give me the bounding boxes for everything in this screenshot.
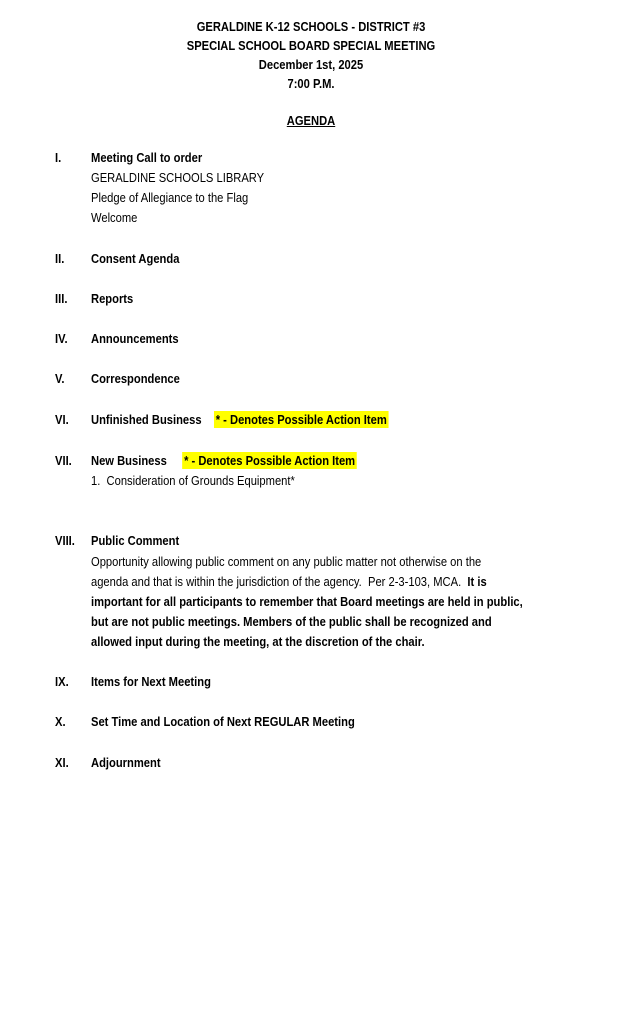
public-comment-text: Opportunity allowing public comment on any public matter not otherwise on the [91, 554, 482, 569]
item-title: Unfinished Business [91, 412, 202, 427]
public-comment-text-part: agenda and that is within the jurisdiction of the agency. Per 2-3-103, MCA. [91, 574, 468, 589]
agenda-heading-text: AGENDA [286, 113, 336, 128]
public-comment-text: but are not public meetings. Members of the public shall be recognized and [91, 614, 492, 629]
public-comment-bold-part: It is [467, 574, 487, 589]
action-item-note: * - Denotes Possible Action Item [215, 412, 387, 427]
item-title: Public Comment [91, 533, 180, 548]
item-subline: 1. Consideration of Grounds Equipment* [91, 473, 295, 488]
public-comment-text: important for all participants to remember that Board meetings are held in public, [91, 594, 523, 609]
item-number: VIII. [55, 533, 75, 548]
item-number: IV. [55, 331, 68, 346]
item-title: Correspondence [91, 371, 180, 386]
action-item-note: * - Denotes Possible Action Item [184, 453, 356, 468]
item-subline: Welcome [91, 210, 138, 225]
item-number: X. [55, 714, 66, 729]
item-title: Reports [91, 291, 134, 306]
item-title-row [91, 453, 357, 469]
meeting-time: 7:00 P.M. [287, 76, 335, 91]
item-title: Meeting Call to order [91, 150, 203, 165]
item-number: VII. [55, 453, 72, 468]
item-number: VI. [55, 412, 69, 427]
meeting-title: SPECIAL SCHOOL BOARD SPECIAL MEETING [186, 38, 436, 53]
item-number: II. [55, 251, 65, 266]
item-number: III. [55, 291, 68, 306]
item-number: V. [55, 371, 65, 386]
item-title: New Business [91, 453, 167, 468]
agenda-heading [44, 113, 579, 129]
item-number: I. [55, 150, 62, 165]
item-title: Items for Next Meeting [91, 674, 211, 689]
item-title: Adjournment [91, 755, 161, 770]
item-title: Set Time and Location of Next REGULAR Meeting [91, 714, 355, 729]
item-title: Announcements [91, 331, 179, 346]
item-title: Consent Agenda [91, 251, 180, 266]
public-comment-text [91, 574, 487, 590]
district-title: GERALDINE K-12 SCHOOLS - DISTRICT #3 [196, 19, 426, 34]
item-subline: Pledge of Allegiance to the Flag [91, 190, 249, 205]
item-title-row [91, 412, 389, 428]
meeting-date: December 1st, 2025 [258, 57, 364, 72]
item-number: IX. [55, 674, 69, 689]
item-subline: GERALDINE SCHOOLS LIBRARY [91, 170, 265, 185]
public-comment-text: allowed input during the meeting, at the discretion of the chair. [91, 634, 425, 649]
item-number: XI. [55, 755, 69, 770]
